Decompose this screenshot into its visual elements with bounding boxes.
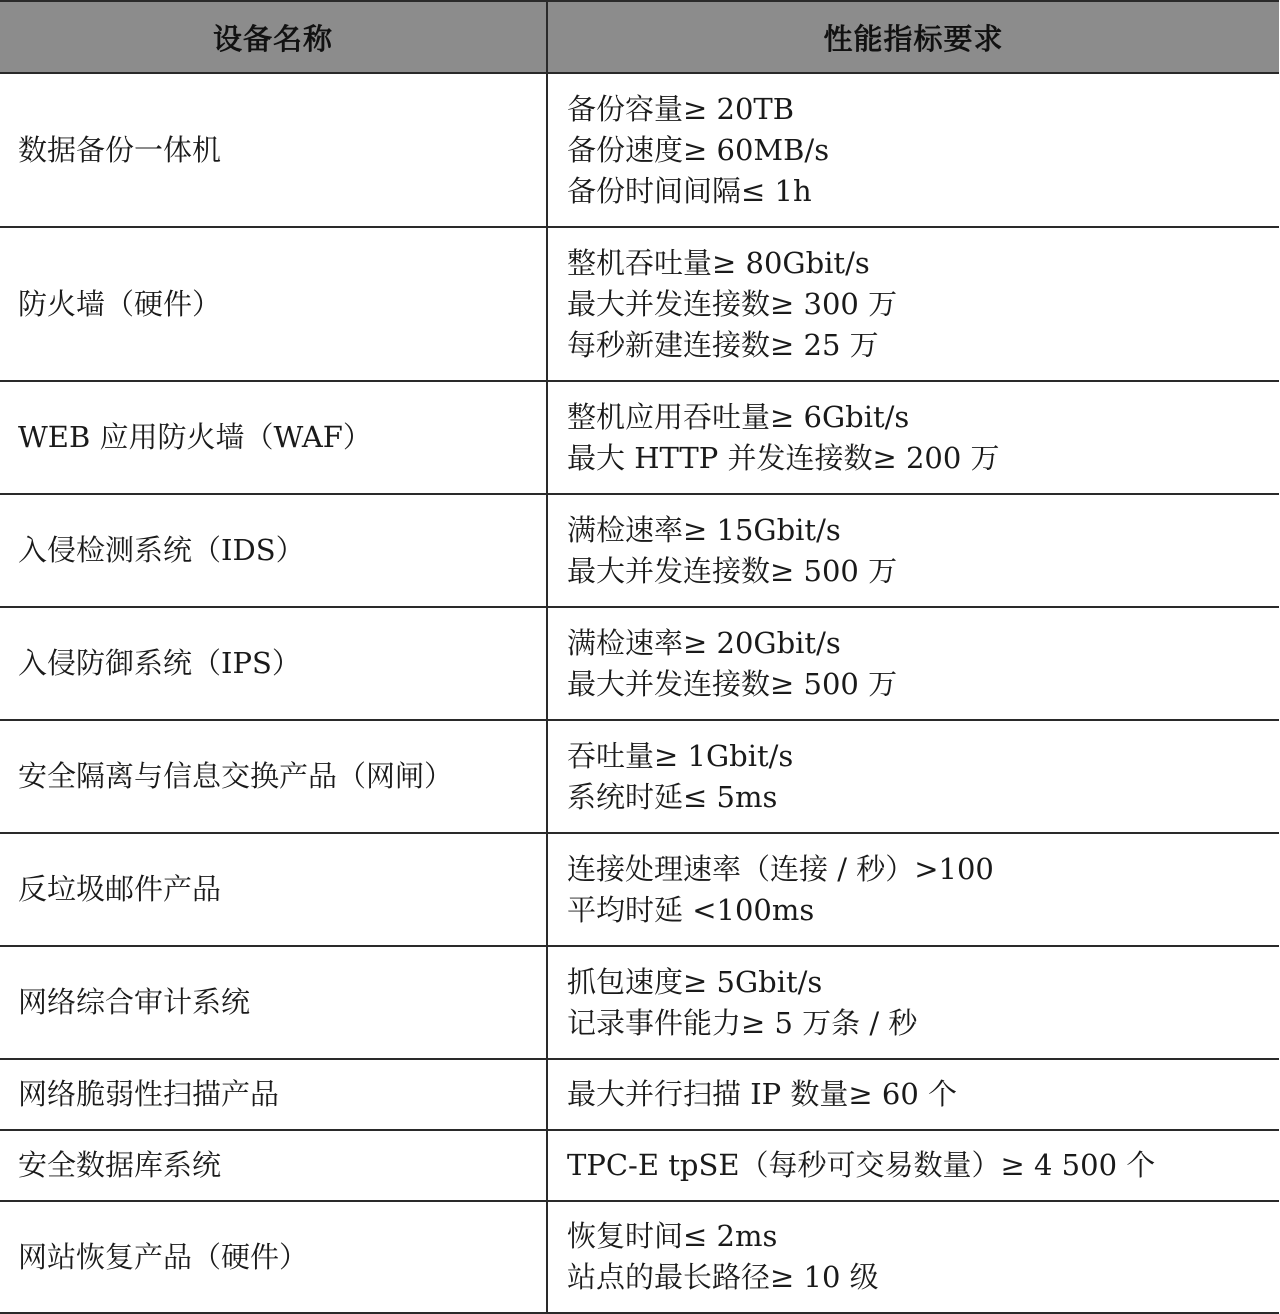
spec-cell: [547, 946, 1279, 1059]
table-row: [0, 1059, 1279, 1130]
spec-cell: [547, 381, 1279, 494]
spec-cell: [547, 607, 1279, 720]
spec-cell: [547, 1201, 1279, 1313]
device-name-cell: 数据备份一体机: [0, 73, 547, 227]
table-row: [0, 494, 1279, 607]
spec-line: 最大并发连接数≥ 500 万: [567, 553, 898, 588]
spec-line: 记录事件能力≥ 5 万条 / 秒: [567, 1005, 918, 1040]
spec-line: 连接处理速率（连接 / 秒）>100: [567, 851, 994, 886]
spec-cell: [547, 720, 1279, 833]
header-performance-spec: 性能指标要求: [547, 1, 1279, 73]
spec-line: TPC-E tpSE（每秒可交易数量）≥ 4 500 个: [567, 1148, 1156, 1182]
spec-line: 站点的最长路径≥ 10 级: [567, 1260, 879, 1294]
table-row: [0, 73, 1279, 227]
spec-line: 抓包速度≥ 5Gbit/s: [567, 964, 823, 999]
spec-line: 备份容量≥ 20TB: [567, 91, 795, 126]
table-row: [0, 1201, 1279, 1313]
spec-line: 备份速度≥ 60MB/s: [567, 132, 830, 167]
spec-cell: [547, 227, 1279, 381]
table-header-row: [0, 1, 1279, 73]
spec-line: 满检速率≥ 20Gbit/s: [567, 625, 841, 660]
table-row: [0, 833, 1279, 946]
device-name-cell: 网络脆弱性扫描产品: [0, 1059, 547, 1130]
device-name-cell: WEB 应用防火墙（WAF）: [0, 381, 547, 494]
device-name-cell: 反垃圾邮件产品: [0, 833, 547, 946]
spec-line: 最大并发连接数≥ 500 万: [567, 666, 898, 701]
device-name-cell: 安全隔离与信息交换产品（网闸）: [0, 720, 547, 833]
table-row: [0, 720, 1279, 833]
spec-line: 最大并发连接数≥ 300 万: [567, 286, 898, 321]
spec-cell: [547, 494, 1279, 607]
header-device-name: 设备名称: [0, 1, 547, 73]
device-name-cell: 防火墙（硬件）: [0, 227, 547, 381]
device-name-cell: 网络综合审计系统: [0, 946, 547, 1059]
spec-line: 每秒新建连接数≥ 25 万: [567, 327, 879, 362]
spec-cell: [547, 1059, 1279, 1130]
table-row: [0, 607, 1279, 720]
device-name-cell: 网站恢复产品（硬件）: [0, 1201, 547, 1313]
spec-line: 恢复时间≤ 2ms: [567, 1219, 778, 1253]
spec-line: 系统时延≤ 5ms: [567, 779, 778, 814]
spec-cell: [547, 73, 1279, 227]
device-name-cell: 入侵防御系统（IPS）: [0, 607, 547, 720]
table-row: [0, 381, 1279, 494]
spec-line: 平均时延 <100ms: [567, 892, 815, 927]
table-row: [0, 946, 1279, 1059]
spec-line: 整机应用吞吐量≥ 6Gbit/s: [567, 399, 910, 434]
spec-cell: [547, 1130, 1279, 1201]
table-row: [0, 1130, 1279, 1201]
spec-line: 整机吞吐量≥ 80Gbit/s: [567, 245, 870, 280]
spec-line: 满检速率≥ 15Gbit/s: [567, 512, 841, 547]
table-row: [0, 227, 1279, 381]
spec-line: 备份时间间隔≤ 1h: [567, 173, 812, 208]
spec-cell: [547, 833, 1279, 946]
device-name-cell: 安全数据库系统: [0, 1130, 547, 1201]
spec-line: 最大 HTTP 并发连接数≥ 200 万: [567, 440, 1000, 475]
spec-line: 最大并行扫描 IP 数量≥ 60 个: [567, 1077, 958, 1111]
spec-line: 吞吐量≥ 1Gbit/s: [567, 738, 794, 773]
device-name-cell: 入侵检测系统（IDS）: [0, 494, 547, 607]
